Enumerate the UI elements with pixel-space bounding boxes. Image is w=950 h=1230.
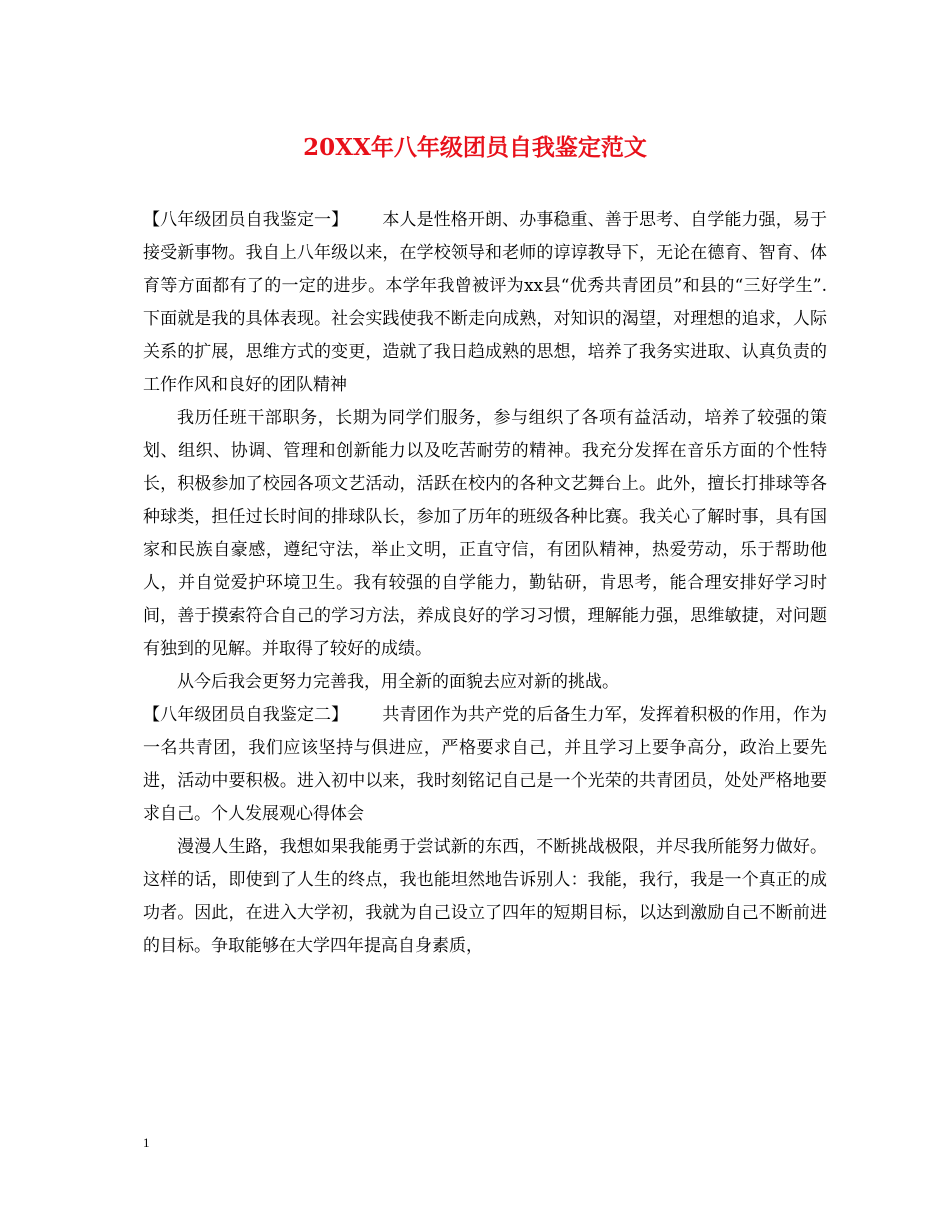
section-1-heading: 【八年级团员自我鉴定一】 [143, 210, 349, 230]
section-2-paragraph-1 [143, 699, 827, 831]
section-2-paragraph-2: 漫漫人生路，我想如果我能勇于尝试新的东西，不断挑战极限，并尽我所能努力做好。这样的话，即使到了人生的终点，我也能坦然地告诉别人：我能，我行，我是一个真正的成功者。因此，在进入大学初，我就为自己设立了四年的短期目标，以达到激励自己不断前进的目标。争取能够在大学四年提高自身素质， [143, 837, 827, 956]
document-title: 20XX年八年级团员自我鉴定范文 [303, 134, 647, 161]
section-2-paragraph-1-text: 共青团作为共产党的后备生力军，发挥着积极的作用，作为一名共青团，我们应该坚持与俱进应，严格要求自己，并且学习上要争高分，政治上要先进，活动中要积极。进入初中以来，我时刻铭记自己是一个光荣的共青团员，处处严格地要求自己。个人发展观心得体会 [143, 705, 828, 824]
section-1-paragraph-2: 我历任班干部职务，长期为同学们服务，参与组织了各项有益活动，培养了较强的策划、组织、协调、管理和创新能力以及吃苦耐劳的精神。我充分发挥在音乐方面的个性特长，积极参加了校园各项文艺活动，活跃在校内的各种文艺舞台上。此外，擅长打排球等各种球类，担任过长时间的排球队长，参加了历年的班级各种比赛。我关心了解时事，具有国家和民族自豪感，遵纪守法，举止文明，正直守信，有团队精神，热爱劳动，乐于帮助他人，并自觉爱护环境卫生。我有较强的自学能力，勤钻研，肯思考，能合理安排好学习时间，善于摸索符合自己的学习方法，养成良好的学习习惯，理解能力强，思维敏捷，对问题有独到的见解。并取得了较好的成绩。 [143, 408, 827, 659]
document-body [143, 204, 827, 963]
section-2-heading: 【八年级团员自我鉴定二】 [143, 705, 349, 725]
page-number: 1 [143, 1135, 150, 1150]
section-1-paragraph-1 [143, 204, 827, 402]
section-1-paragraph-1-text: 本人是性格开朗、办事稳重、善于思考、自学能力强，易于接受新事物。我自上八年级以来，在学校领导和老师的谆谆教导下，无论在德育、智育、体育等方面都有了的一定的进步。本学年我曾被评为xx县“优秀共青团员”和县的“三好学生”.下面就是我的具体表现。社会实践使我不断走向成熟，对知识的渴望，对理想的追求，人际关系的扩展，思维方式的变更，造就了我日趋成熟的思想，培养了我务实进取、认真负责的工作作风和良好的团队精神 [143, 210, 828, 395]
section-1-paragraph-3: 从今后我会更努力完善我，用全新的面貌去应对新的挑战。 [177, 672, 619, 692]
